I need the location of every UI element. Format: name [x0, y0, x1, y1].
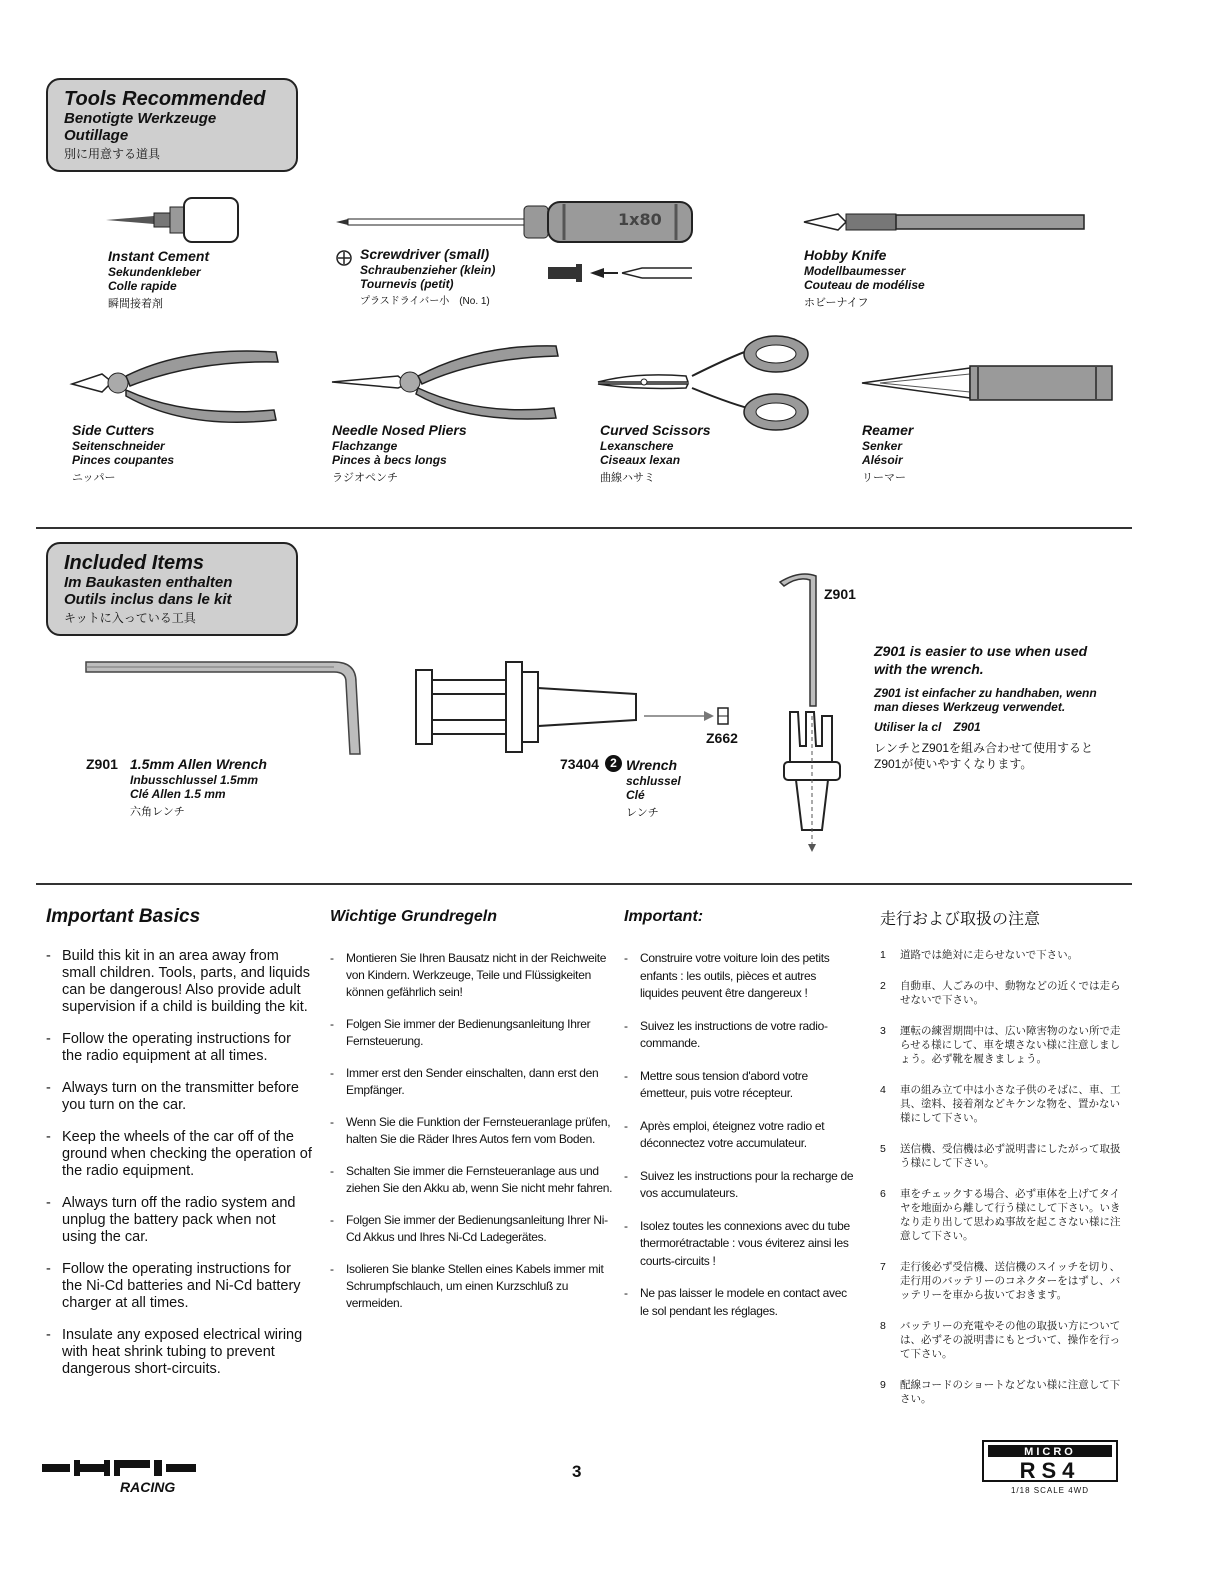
list-item: - Schalten Sie immer die Fernsteueranlage aus und ziehen Sie den Akku ab, wenn Sie nicht mehr fahren. — [330, 1163, 620, 1197]
note-en: Z901 is easier to use when used with the wrench. — [874, 643, 1088, 677]
list-item: - Suivez les instructions pour la recharge de vos accumulateurs. — [624, 1168, 856, 1203]
list-item: - Always turn off the radio system and unplug the battery pack when not using the car. — [46, 1195, 312, 1246]
list-item: - Construire votre voiture loin des petits enfants : les outils, pièces et autres liquides peuvent être dangereux ! — [624, 950, 856, 1003]
hobby-knife-icon — [802, 208, 1088, 236]
svg-text:MICRO: MICRO — [1024, 1446, 1076, 1458]
included-title-jp: キットに入っている工具 — [64, 611, 196, 625]
list-item: - Isolez toutes les connexions avec du tube thermorétractable : vous éviterez ainsi les courts-circuits ! — [624, 1218, 856, 1271]
included-title-fr: Outils inclus dans le kit — [64, 591, 232, 608]
list-item: - Insulate any exposed electrical wiring with heat shrink tubing to prevent dangerous short-circuits. — [46, 1327, 312, 1378]
list-item: - Follow the operating instructions for the radio equipment at all times. — [46, 1031, 312, 1065]
reamer-label: Reamer Senker Alésoir リーマー — [862, 422, 914, 484]
list-item: - Ne pas laisser le modele en contact avec le sol pendant les réglages. — [624, 1285, 856, 1320]
instant-cement-label: Instant Cement Sekundenkleber Colle rapide 瞬間接着剤 — [108, 248, 210, 310]
list-item: - Keep the wheels of the car off of the ground when checking the operation of the radio equipment. — [46, 1129, 312, 1180]
basics-list-de — [330, 950, 620, 1327]
list-item: - Follow the operating instructions for the Ni-Cd batteries and Ni-Cd battery charger at all times. — [46, 1261, 312, 1312]
screw-detail-icon — [546, 262, 694, 284]
note-de: Z901 ist einfacher zu handhaben, wenn man dieses Werkzeug verwendet. — [874, 686, 1097, 714]
tools-title-de: Benotigte Werkzeuge — [64, 110, 217, 127]
z901-usage-note — [874, 642, 1110, 772]
list-item: 8 バッテリーの充電やその他の取扱い方については、必ずその説明書にもとづいて、操作を行って下さい。 — [880, 1320, 1121, 1360]
list-item: 1 道路では絶対に走らせないで下さい。 — [880, 949, 1079, 961]
micro-rs4-logo — [982, 1440, 1118, 1498]
allen-wrench-icon — [84, 656, 370, 758]
note-fr: Utiliser la cl Z901 — [874, 720, 981, 734]
needle-nosed-pliers-icon — [328, 338, 566, 422]
included-title-de: Im Baukasten enthalten — [64, 574, 233, 591]
basics-title-en: Important Basics — [46, 906, 201, 927]
svg-text:RS4: RS4 — [1019, 1458, 1081, 1483]
basics-title-fr: Important: — [624, 908, 704, 925]
list-item: - Always turn on the transmitter before you turn on the car. — [46, 1080, 312, 1114]
list-item: - Suivez les instructions de votre radio-commande. — [624, 1018, 856, 1053]
screwdriver-label: Screwdriver (small) Schraubenzieher (klein) Tournevis (petit) プラスドライバー小 (No. 1) — [360, 246, 496, 307]
list-item: - Folgen Sie immer der Bedienungsanleitung Ihrer Ni-Cd Akkus und Ihres Ni-Cd Ladegerätes. — [330, 1212, 620, 1246]
basics-list-jp — [880, 948, 1126, 1423]
curved-scissors-icon — [596, 330, 816, 434]
section-divider-1 — [36, 527, 1132, 529]
instant-cement-icon — [104, 194, 244, 246]
list-item: - Folgen Sie immer der Bedienungsanleitung Ihrer Fernsteuerung. — [330, 1016, 620, 1050]
list-item: - Montieren Sie Ihren Bausatz nicht in der Reichweite von Kindern. Werkzeuge, Teile und Flüssigkeiten können gefährlich sein! — [330, 950, 620, 1001]
hobby-knife-label: Hobby Knife Modellbaumesser Couteau de modélise ホビーナイフ — [804, 247, 925, 309]
list-item: 4 車の組み立て中は小さな子供のそばに、車、工具、塗料、接着剤などキケンな物を、置かない様にして下さい。 — [880, 1084, 1121, 1124]
phillips-symbol-icon — [336, 250, 352, 266]
list-item: - Après emploi, éteignez votre radio et déconnectez votre accumulateur. — [624, 1118, 856, 1153]
needle-pliers-label: Needle Nosed Pliers Flachzange Pinces à becs longs ラジオペンチ — [332, 422, 467, 484]
svg-text:1/18 SCALE 4WD: 1/18 SCALE 4WD — [1010, 1486, 1090, 1495]
hpi-racing-logo — [42, 1456, 198, 1496]
basics-list-fr — [624, 950, 856, 1335]
tools-title-en: Tools Recommended — [64, 88, 266, 110]
wrench-code: 73404 — [560, 756, 599, 772]
list-item: - Build this kit in an area away from small children. Tools, parts, and liquids can be dangerous! Also provide adult supervision if a child is building the kit. — [46, 948, 312, 1016]
allen-wrench-code: Z901 — [86, 756, 118, 772]
list-item: - Isolieren Sie blanke Stellen eines Kabels immer mit Schrumpfschlauch, um einen Kurzschluß zu vermeiden. — [330, 1261, 620, 1312]
list-item: 3 運転の練習期間中は、広い障害物のない所で走らせる様にして、車を壊さない様に注意しましょう。必ず靴を履きましょう。 — [880, 1025, 1121, 1065]
combo-z901-label: Z901 — [824, 586, 856, 602]
svg-text:RACING: RACING — [120, 1479, 176, 1495]
list-item: 6 車をチェックする場合、必ず車体を上げてタイヤを地面から離して行う様にして下さい。いきなり走り出して思わぬ事故を起こさない様に注意して下さい。 — [880, 1188, 1121, 1242]
included-items-header — [46, 542, 298, 636]
side-cutters-icon — [66, 338, 286, 428]
wrench-combination-icon — [770, 566, 860, 856]
list-item: 9 配線コードのショートなどない様に注意して下さい。 — [880, 1379, 1121, 1405]
arrow-to-z662-icon — [644, 706, 736, 726]
wrench-badge: 2 — [605, 755, 622, 772]
tools-title-jp: 別に用意する道具 — [64, 147, 161, 161]
tools-title-fr: Outillage — [64, 127, 129, 144]
section-divider-2 — [36, 883, 1132, 885]
wrench-label: Wrench schlussel Clé レンチ — [626, 757, 681, 819]
allen-wrench-label: 1.5mm Allen Wrench Inbusschlussel 1.5mm Clé Allen 1.5 mm 六角レンチ — [130, 756, 267, 818]
list-item: 5 送信機、受信機は必ず説明書にしたがって取扱う様にして下さい。 — [880, 1143, 1121, 1169]
list-item: - Mettre sous tension d'abord votre émetteur, puis votre récepteur. — [624, 1068, 856, 1103]
basics-list-en — [46, 948, 312, 1393]
side-cutters-label: Side Cutters Seitenschneider Pinces coupantes ニッパー — [72, 422, 175, 484]
note-jp: レンチとZ901を組み合わせて使用するとZ901が使いやすくなります。 — [874, 741, 1094, 771]
plastic-wrench-icon — [414, 660, 646, 754]
included-title-en: Included Items — [64, 552, 205, 574]
screwdriver-size-label: 1x80 — [618, 210, 662, 229]
list-item: 7 走行後必ず受信機、送信機のスイッチを切り、走行用のバッテリーのコネクターをはずし、バッテリーを車から抜いておきます。 — [880, 1261, 1121, 1301]
basics-title-de: Wichtige Grundregeln — [330, 908, 497, 925]
reamer-icon — [860, 362, 1116, 404]
curved-scissors-label: Curved Scissors Lexanschere Ciseaux lexan 曲線ハサミ — [600, 422, 711, 484]
list-item: - Immer erst den Sender einschalten, dann erst den Empfänger. — [330, 1065, 620, 1099]
tools-recommended-header — [46, 78, 298, 172]
list-item: - Wenn Sie die Funktion der Fernsteueranlage prüfen, halten Sie die Räder Ihres Autos fern vom Boden. — [330, 1114, 620, 1148]
z662-part-label: Z662 — [706, 730, 738, 746]
page-number: 3 — [572, 1462, 582, 1481]
basics-title-jp: 走行および取扱の注意 — [880, 911, 1041, 928]
list-item: 2 自動車、人ごみの中、動物などの近くでは走らせないで下さい。 — [880, 980, 1121, 1006]
